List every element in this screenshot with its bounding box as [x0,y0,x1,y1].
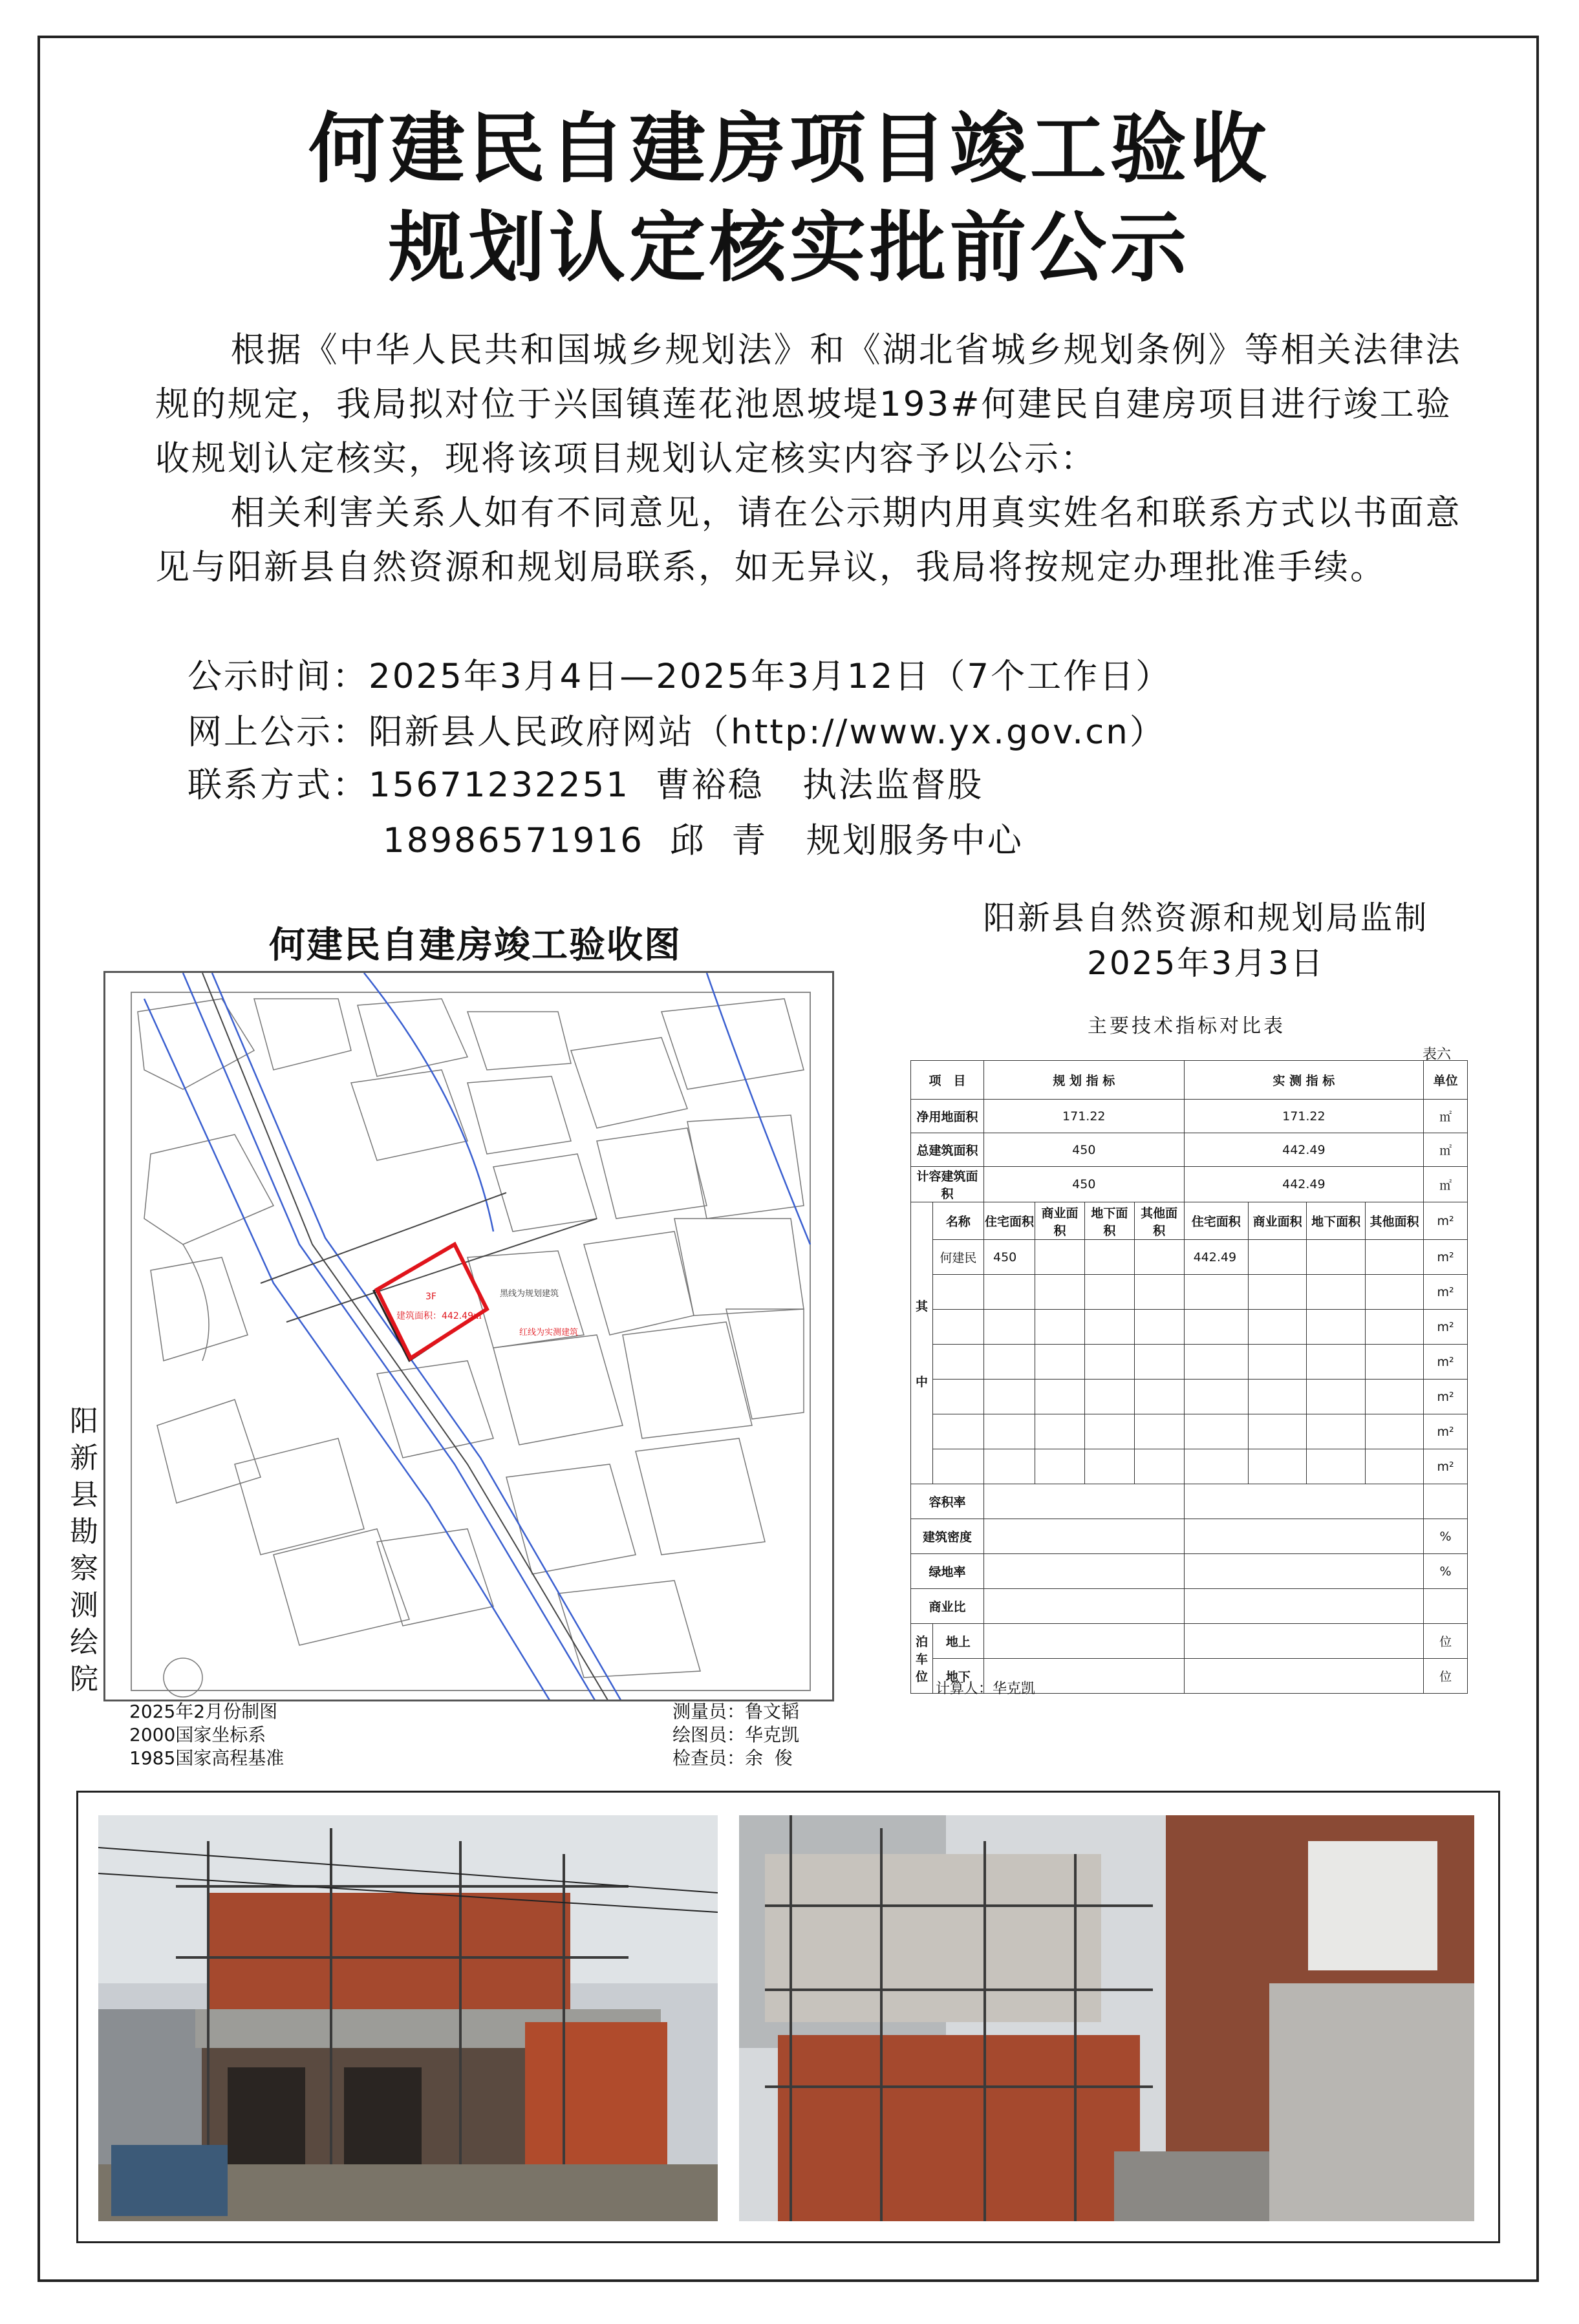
body-paragraph-objection: 相关利害关系人如有不同意见，请在公示期内用真实姓名和联系方式以书面意见与阳新县自然资源和规划局联系，如无异议，我局将按规定办理批准手续。 [155,493,1462,587]
pct-unit: % [1424,1519,1468,1554]
notice-title-line2: 规划认定核实批前公示 [388,203,1190,292]
sub-row-empty [911,1414,1468,1449]
sub-header-res-actual: 住宅面积 [1184,1202,1248,1240]
commercial-row [911,1589,1468,1624]
table-title: 主要技术指标对比表 [1088,1015,1285,1038]
sub-row [911,1240,1468,1275]
sub-row-empty [911,1380,1468,1414]
sub-header-under: 地下面积 [1084,1202,1134,1240]
sub-row-plan-res: 450 [983,1240,1035,1275]
table-row [911,1133,1468,1167]
parking-unit: 位 [1424,1659,1468,1694]
sub-header-com: 商业面积 [1035,1202,1085,1240]
unit-cell: m² [1424,1380,1468,1414]
sub-header-com-actual: 商业面积 [1248,1202,1306,1240]
map-checker: 检查员：余 俊 [672,1747,793,1769]
map-surveyor: 测量员：鲁文韬 [672,1701,800,1722]
sub-row-empty [911,1345,1468,1380]
unit-cell: m² [1424,1449,1468,1484]
sub-label-top: 其 [915,1299,928,1314]
row-actual: 442.49 [1184,1167,1424,1202]
table-number: 表六 [1423,1047,1452,1063]
site-photo-side-image [739,1815,1474,2221]
sub-row-empty [911,1310,1468,1345]
row-actual: 171.22 [1184,1100,1424,1133]
site-map [103,971,834,1701]
sub-label-bottom: 中 [915,1374,928,1389]
header-plan: 规 划 指 标 [983,1061,1184,1100]
row-actual: 442.49 [1184,1133,1424,1167]
body-paragraph-legal: 根据《中华人民共和国城乡规划法》和《湖北省城乡规划条例》等相关法律法规的规定，我局拟对位于兴国镇莲花池恩坡堤193#何建民自建房项目进行竣工验收规划认定核实，现将该项目规划认定核实内容予以公示： [155,330,1462,478]
parking-label: 泊车位 [911,1624,933,1694]
row-label: 计容建筑面积 [911,1167,984,1202]
parking-above-row [911,1624,1468,1659]
site-photo-side [739,1815,1474,2221]
sub-row-empty [911,1449,1468,1484]
parking-below-label: 地下 [932,1659,983,1694]
supervision-office: 阳新县自然资源和规划局监制 [983,899,1429,937]
parking-unit: 位 [1424,1624,1468,1659]
table-header-row [911,1061,1468,1100]
map-date: 2025年2月份制图 [129,1701,278,1722]
black-line-note: 黑线为规划建筑 [500,1289,559,1299]
site-map-drawing [105,973,834,1701]
site-photo-front [98,1815,718,2221]
lot-area-label: 建筑面积：442.49㎡ [396,1311,482,1321]
unit-cell: m² [1424,1310,1468,1345]
map-title: 何建民自建房竣工验收图 [269,924,682,966]
sub-header-under-actual: 地下面积 [1307,1202,1365,1240]
map-coordinate-system: 2000国家坐标系 [129,1724,266,1745]
far-label: 容积率 [911,1484,984,1519]
lot-floor-label: 3F [425,1292,436,1302]
spec-comparison-table [910,1060,1468,1694]
row-unit: ㎡ [1424,1100,1468,1133]
commercial-label: 商业比 [911,1589,984,1624]
header-actual: 实 测 指 标 [1184,1061,1424,1100]
calculator-label: 计算人：华克凯 [936,1681,1036,1697]
online-publicity: 网上公示：阳新县人民政府网站（http://www.yx.gov.cn） [188,712,1166,752]
green-label: 绿地率 [911,1554,984,1589]
row-unit: ㎡ [1424,1133,1468,1167]
table-row [911,1100,1468,1133]
header-item: 项 目 [911,1061,984,1100]
sub-row-name: 何建民 [932,1240,983,1275]
parking-above-label: 地上 [932,1624,983,1659]
notice-title-line1: 何建民自建房项目竣工验收 [308,104,1271,193]
sub-header-row [911,1202,1468,1240]
pct-unit: % [1424,1554,1468,1589]
table-row [911,1167,1468,1202]
green-row [911,1554,1468,1589]
unit-cell: m² [1424,1240,1468,1275]
unit-cell: m² [1424,1275,1468,1310]
surveying-institute-label: 阳新县勘察测绘院 [70,1405,98,1696]
publicity-period: 公示时间：2025年3月4日—2025年3月12日（7个工作日） [188,657,1172,696]
contact-line-2: 18986571916 邱 青 规划服务中心 [383,821,1024,860]
sub-header-name: 名称 [932,1202,983,1240]
site-photo-front-image [98,1815,718,2221]
map-height-datum: 1985国家高程基准 [129,1747,285,1769]
sub-row-actual-res: 442.49 [1184,1240,1248,1275]
contact-line-1: 联系方式：15671232251 曹裕稳 执法监督股 [188,765,984,805]
unit-cell: m² [1424,1414,1468,1449]
row-label: 净用地面积 [911,1100,984,1133]
notice-body [155,323,1474,595]
sub-row-empty [911,1275,1468,1310]
supervision-date: 2025年3月3日 [1087,944,1325,982]
far-row [911,1484,1468,1519]
sub-header-other-actual: 其他面积 [1365,1202,1423,1240]
sub-group-label [911,1202,933,1484]
sub-header-res: 住宅面积 [983,1202,1035,1240]
density-row [911,1519,1468,1554]
map-drafter: 绘图员：华克凯 [672,1724,800,1745]
row-unit: ㎡ [1424,1167,1468,1202]
row-plan: 171.22 [983,1100,1184,1133]
unit-cell: m² [1424,1202,1468,1240]
sub-header-other: 其他面积 [1134,1202,1184,1240]
row-plan: 450 [983,1133,1184,1167]
unit-cell: m² [1424,1345,1468,1380]
header-unit: 单位 [1424,1061,1468,1100]
red-line-note: 红线为实测建筑 [519,1328,579,1338]
row-plan: 450 [983,1167,1184,1202]
row-label: 总建筑面积 [911,1133,984,1167]
density-label: 建筑密度 [911,1519,984,1554]
